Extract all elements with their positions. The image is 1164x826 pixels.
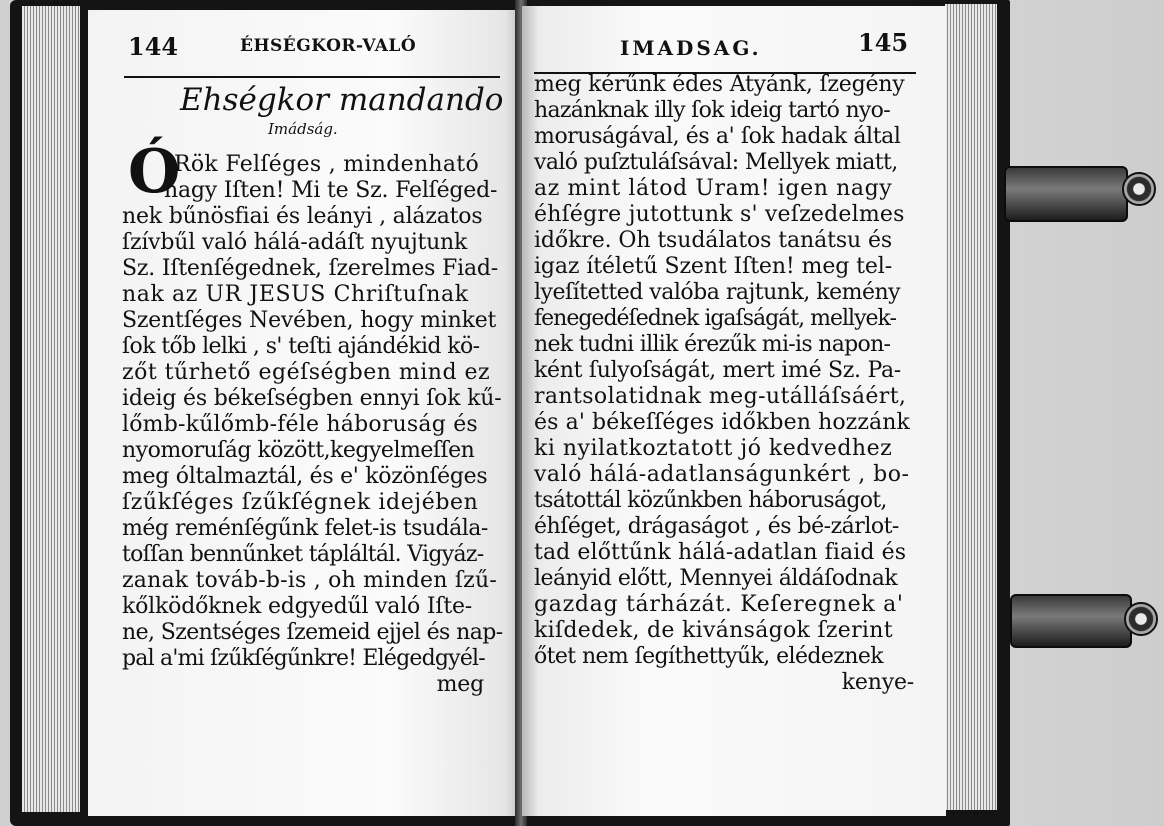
- text-line: ſzűkſéges ſzűkſégnek idejében: [122, 490, 479, 515]
- running-head-left: ÉHSÉGKOR-VALÓ: [240, 36, 417, 56]
- text-line: Sz. Iſtenſégednek, ſzerelmes Fiad-: [122, 256, 498, 281]
- right-page-edges: [945, 4, 997, 810]
- text-line: tsátottál közűnkben háboruságot,: [534, 488, 887, 513]
- prayer-title: Ehségkor mandando: [180, 82, 504, 118]
- left-text-block: [122, 152, 506, 698]
- text-line: pal a'mi ſzűkſégűnkre! Elégedgyél-: [122, 646, 485, 671]
- left-page: [88, 10, 522, 816]
- text-line: zanak továb-b-is , oh minden ſzű-: [122, 568, 497, 593]
- text-line: való puſztuláſsával: Mellyek miatt,: [534, 150, 898, 175]
- text-line: leányid előtt, Mennyei áldáſodnak: [534, 566, 898, 591]
- text-line: moruságával, és a' ſok hadak által: [534, 124, 901, 149]
- text-line: ként ſulyoſságát, mert imé Sz. Pa-: [534, 358, 901, 383]
- text-line: toſſan bennűnket tápláltál. Vigyáz-: [122, 542, 484, 567]
- text-line: meg óltalmaztál, és e' közönſéges: [122, 464, 488, 489]
- drop-cap: Ó: [128, 137, 181, 207]
- upper-clasp-ring: [1122, 172, 1156, 206]
- text-line: ne, Szentséges ſzemeid ejjel és nap-: [122, 620, 503, 645]
- page-number-right: 145: [858, 28, 909, 57]
- text-line: nak az UR JESUS Chriſtuſnak: [122, 282, 469, 307]
- text-line: az mint látod Uram! igen nagy: [534, 176, 893, 201]
- text-line: hazánknak illy ſok ideig tartó nyo-: [534, 98, 890, 123]
- left-page-edges: [22, 6, 80, 812]
- text-line: való hálá-adatlanságunkért , bo-: [534, 462, 910, 487]
- text-line: még reménſégűnk felet-is tsudála-: [122, 516, 488, 541]
- prayer-subtitle: Imádság.: [268, 120, 338, 138]
- text-line: nek bűnösfiai és leányi , alázatos: [122, 204, 483, 229]
- text-line: kőlködőknek edgyedűl való Iſte-: [122, 594, 473, 619]
- text-line: nek tudni illik érezűk mi-is napon-: [534, 332, 891, 357]
- head-rule-left: [124, 76, 500, 78]
- text-line: tad előttűnk hálá-adatlan fiaid és: [534, 540, 907, 565]
- text-line: kiſdedek, de kivánságok ſzerint: [534, 618, 893, 643]
- text-line: fenegedéſednek igaſságát, mellyek-: [534, 306, 896, 331]
- text-line: időkre. Oh tsudálatos tanátsu és: [534, 228, 893, 253]
- text-line: nyomoruſág között,kegyelmeſſen: [122, 438, 475, 463]
- text-line: és a' békeſſéges időkben hozzánk: [534, 410, 910, 435]
- catchword-right: kenye-: [841, 670, 914, 695]
- text-line: őtet nem ſegíthettyűk, elédeznek: [534, 644, 883, 669]
- text-line: ki nyilatkoztatott jó kedvedhez: [534, 436, 893, 461]
- text-line: lyeſítetted valóba rajtunk, kemény: [534, 280, 901, 305]
- text-line: nagy Iſten! Mi te Sz. Felſéged-: [164, 178, 498, 203]
- text-line: ideig és békeſségben ennyi ſok kű-: [122, 386, 502, 411]
- lower-clasp: [1010, 594, 1132, 648]
- text-line: Rök Felſéges , mindenható: [174, 152, 479, 177]
- text-line: meg kérűnk édes Atyánk, ſzegény: [534, 72, 905, 97]
- running-head-right: IMADSAG.: [620, 36, 762, 60]
- catchword-left: meg: [436, 672, 484, 697]
- text-line: zőt tűrhető egéſségben mind ez: [122, 360, 491, 385]
- right-page: [522, 6, 946, 816]
- text-line: ſzívbűl való hálá-adáſt nyujtunk: [122, 230, 468, 255]
- text-line: gazdag tárházát. Keſeregnek a': [534, 592, 904, 617]
- upper-clasp: [1004, 166, 1128, 222]
- text-line: éhſéget, drágaságot , és bé-zárlot-: [534, 514, 899, 539]
- lower-clasp-ring: [1124, 602, 1158, 636]
- text-line: éhſégre jutottunk s' veſzedelmes: [534, 202, 905, 227]
- page-number-left: 144: [128, 32, 179, 61]
- text-line: rantsolatidnak meg-utálláſsáért,: [534, 384, 907, 409]
- right-text-block: [534, 72, 926, 696]
- text-line: igaz ítéletű Szent Iſten! meg tel-: [534, 254, 893, 279]
- text-line: lőmb-kűlőmb-féle háboruság és: [122, 412, 478, 437]
- text-line: Szentſéges Nevében, hogy minket: [122, 308, 497, 333]
- text-line: ſok tőb lelki , s' teſti ajándékid kö-: [122, 334, 480, 359]
